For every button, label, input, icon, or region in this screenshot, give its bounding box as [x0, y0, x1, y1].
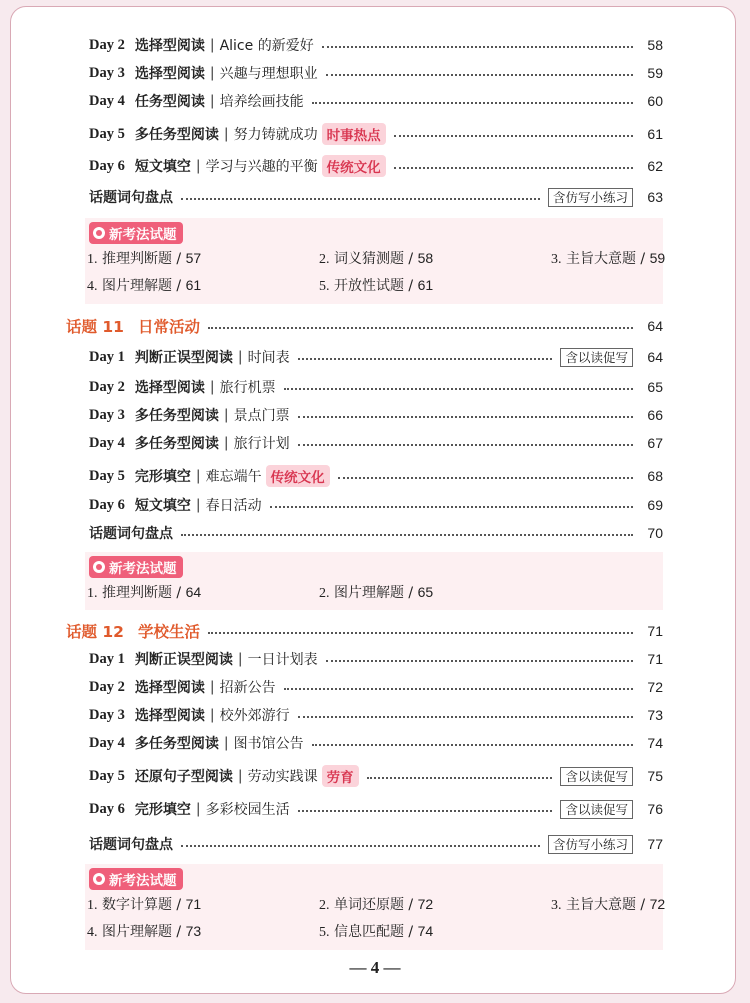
toc-entry-row[interactable]: [89, 376, 663, 398]
item-number: 2.: [319, 586, 330, 601]
note-box: 含以读促写: [560, 800, 633, 819]
new-question-header: [89, 222, 183, 244]
page-number: 59: [647, 65, 663, 81]
new-question-header: [89, 868, 183, 890]
topic-number: 话题 12: [66, 623, 124, 641]
day-label: Day 4: [89, 434, 125, 451]
page-number: 63: [647, 189, 663, 205]
entry-title: 培养绘画技能: [219, 94, 304, 110]
leader-dots: [208, 327, 633, 329]
item-number: 5.: [319, 279, 330, 294]
separator: |: [195, 158, 201, 174]
leader-dots: [326, 74, 633, 76]
reading-type: 选择型阅读: [134, 66, 205, 82]
page-footer: — 4 —: [349, 958, 401, 977]
item-number: 4.: [87, 925, 98, 940]
item-number: 1.: [87, 252, 98, 267]
question-type-item[interactable]: [319, 275, 433, 295]
highlight-tag: 劳育: [322, 765, 359, 787]
summary-row[interactable]: [89, 186, 663, 208]
item-text: 图片理解题 /: [333, 585, 418, 601]
item-page: 59: [649, 250, 666, 266]
toc-entry-row[interactable]: [89, 765, 663, 787]
leader-dots: [284, 688, 633, 690]
question-type-item[interactable]: [319, 894, 433, 914]
toc-entry-row[interactable]: [89, 676, 663, 698]
leader-dots: [298, 358, 553, 360]
leader-dots: [394, 135, 633, 137]
entry-title: 时间表: [247, 350, 290, 366]
item-text: 推理判断题 /: [101, 585, 186, 601]
lightbulb-icon: [93, 227, 105, 239]
item-page: 61: [185, 277, 202, 293]
separator: |: [209, 37, 215, 53]
separator: |: [209, 707, 215, 723]
leader-dots: [284, 388, 633, 390]
item-text: 主旨大意题 /: [565, 251, 650, 267]
reading-type: 选择型阅读: [134, 680, 205, 696]
entry-title: 旅行机票: [219, 380, 276, 396]
item-text: 图片理解题 /: [101, 924, 186, 940]
leader-dots: [181, 845, 540, 847]
summary-row[interactable]: [89, 522, 663, 544]
page-number: 74: [647, 735, 663, 751]
summary-label: 话题词句盘点: [89, 190, 173, 206]
separator: |: [237, 349, 243, 365]
summary-row[interactable]: [89, 833, 663, 855]
leader-dots: [298, 716, 633, 718]
page-number: 58: [647, 37, 663, 53]
new-question-title: 新考法试题: [109, 561, 177, 577]
page-number: 60: [647, 93, 663, 109]
reading-type: 任务型阅读: [134, 94, 205, 110]
entry-title: 劳动实践课: [247, 769, 318, 785]
highlight-tag: 传统文化: [322, 155, 386, 177]
separator: |: [195, 468, 201, 484]
reading-type: 多任务型阅读: [134, 736, 219, 752]
reading-type: 还原句子型阅读: [134, 769, 233, 785]
day-label: Day 3: [89, 406, 125, 423]
reading-type: 多任务型阅读: [134, 127, 219, 143]
question-type-item[interactable]: [87, 582, 201, 602]
page-sheet: [10, 6, 736, 994]
item-number: 4.: [87, 279, 98, 294]
leader-dots: [367, 777, 553, 779]
toc-entry-row[interactable]: [89, 494, 663, 516]
note-box: 含以读促写: [560, 767, 633, 786]
note-box: 含仿写小练习: [548, 188, 633, 207]
entry-title: 景点门票: [233, 408, 290, 424]
reading-type: 选择型阅读: [134, 380, 205, 396]
toc-entry-row[interactable]: [89, 34, 663, 56]
page-number: 64: [647, 318, 663, 334]
page-number: 62: [647, 158, 663, 174]
topic-heading-row[interactable]: [66, 620, 663, 642]
entry-title: 难忘端午: [205, 469, 262, 485]
day-label: Day 2: [89, 378, 125, 395]
item-text: 数字计算题 /: [101, 897, 186, 913]
entry-title: 图书馆公告: [233, 736, 304, 752]
page-number: 72: [647, 679, 663, 695]
reading-type: 选择型阅读: [134, 708, 205, 724]
toc-entry-row[interactable]: [89, 90, 663, 112]
leader-dots: [298, 416, 633, 418]
separator: |: [237, 651, 243, 667]
page-number: 68: [647, 468, 663, 484]
note-box: 含以读促写: [560, 348, 633, 367]
leader-dots: [208, 632, 633, 634]
day-label: Day 5: [89, 125, 125, 142]
leader-dots: [338, 477, 633, 479]
toc-content: [11, 7, 735, 993]
reading-type: 完形填空: [134, 469, 191, 485]
question-type-item[interactable]: [87, 275, 201, 295]
leader-dots: [312, 102, 633, 104]
page-number: 65: [647, 379, 663, 395]
page-number: 73: [647, 707, 663, 723]
reading-type: 判断正误型阅读: [134, 652, 233, 668]
item-page: 73: [185, 923, 202, 939]
item-text: 主旨大意题 /: [565, 897, 650, 913]
day-label: Day 1: [89, 348, 125, 365]
page-number: 77: [647, 836, 663, 852]
day-label: Day 1: [89, 650, 125, 667]
reading-type: 短文填空: [134, 159, 191, 175]
new-question-header: [89, 556, 183, 578]
toc-entry-row[interactable]: [89, 346, 663, 368]
day-label: Day 4: [89, 734, 125, 751]
toc-entry-row[interactable]: [89, 123, 663, 145]
entry-title: 多彩校园生活: [205, 802, 290, 818]
highlight-tag: 传统文化: [266, 465, 330, 487]
separator: |: [209, 93, 215, 109]
summary-label: 话题词句盘点: [89, 837, 173, 853]
toc-entry-row[interactable]: [89, 798, 663, 820]
toc-entry-row[interactable]: [89, 465, 663, 487]
entry-title: 旅行计划: [233, 436, 290, 452]
item-text: 图片理解题 /: [101, 278, 186, 294]
question-type-item[interactable]: [319, 921, 433, 941]
item-text: 词义猜测题 /: [333, 251, 418, 267]
item-page: 72: [649, 896, 666, 912]
item-page: 61: [417, 277, 434, 293]
toc-entry-row[interactable]: [89, 732, 663, 754]
item-text: 推理判断题 /: [101, 251, 186, 267]
leader-dots: [270, 506, 633, 508]
item-number: 3.: [551, 252, 562, 267]
topic-name: 日常活动: [137, 318, 200, 336]
new-question-box: [85, 864, 666, 950]
entry-title: 努力铸就成功: [233, 127, 318, 143]
new-question-box: [85, 552, 663, 610]
toc-entry-row[interactable]: [89, 648, 663, 670]
page-number: 70: [647, 525, 663, 541]
summary-label: 话题词句盘点: [89, 526, 173, 542]
page-number: 66: [647, 407, 663, 423]
reading-type: 选择型阅读: [134, 38, 205, 54]
page-number: 71: [647, 651, 663, 667]
separator: |: [209, 379, 215, 395]
page-number: 67: [647, 435, 663, 451]
item-page: 74: [417, 923, 434, 939]
entry-title: Alice 的新爱好: [219, 38, 314, 54]
new-question-box: [85, 218, 666, 304]
day-label: Day 6: [89, 496, 125, 513]
leader-dots: [298, 810, 553, 812]
toc-entry-row[interactable]: [89, 62, 663, 84]
reading-type: 判断正误型阅读: [134, 350, 233, 366]
day-label: Day 5: [89, 467, 125, 484]
separator: |: [209, 679, 215, 695]
question-type-item[interactable]: [319, 582, 433, 602]
item-number: 1.: [87, 586, 98, 601]
day-label: Day 6: [89, 157, 125, 174]
toc-entry-row[interactable]: [89, 704, 663, 726]
topic-heading-row[interactable]: [66, 315, 663, 337]
toc-entry-row[interactable]: [89, 155, 663, 177]
page-number: 76: [647, 801, 663, 817]
topic-name: 学校生活: [137, 623, 200, 641]
leader-dots: [394, 167, 633, 169]
question-type-item[interactable]: [551, 894, 665, 914]
entry-title: 校外郊游行: [219, 708, 290, 724]
item-page: 65: [417, 584, 434, 600]
topic-number: 话题 11: [66, 318, 124, 336]
leader-dots: [181, 198, 540, 200]
reading-type: 多任务型阅读: [134, 436, 219, 452]
separator: |: [195, 801, 201, 817]
day-label: Day 3: [89, 706, 125, 723]
entry-title: 学习与兴趣的平衡: [205, 159, 318, 175]
question-type-item[interactable]: [319, 248, 433, 268]
question-type-item[interactable]: [87, 894, 201, 914]
reading-type: 多任务型阅读: [134, 408, 219, 424]
entry-title: 兴趣与理想职业: [219, 66, 318, 82]
item-page: 57: [185, 250, 202, 266]
day-label: Day 4: [89, 92, 125, 109]
leader-dots: [298, 444, 633, 446]
reading-type: 短文填空: [134, 498, 191, 514]
day-label: Day 6: [89, 800, 125, 817]
question-type-item[interactable]: [87, 248, 201, 268]
separator: |: [209, 65, 215, 81]
item-number: 3.: [551, 898, 562, 913]
item-page: 72: [417, 896, 434, 912]
separator: |: [223, 735, 229, 751]
entry-title: 招新公告: [219, 680, 276, 696]
day-label: Day 5: [89, 767, 125, 784]
page-number: 71: [647, 623, 663, 639]
lightbulb-icon: [93, 873, 105, 885]
item-number: 2.: [319, 252, 330, 267]
item-number: 5.: [319, 925, 330, 940]
day-label: Day 2: [89, 36, 125, 53]
toc-entry-row[interactable]: [89, 404, 663, 426]
item-number: 1.: [87, 898, 98, 913]
item-page: 64: [185, 584, 202, 600]
separator: |: [223, 407, 229, 423]
day-label: Day 2: [89, 678, 125, 695]
item-page: 58: [417, 250, 434, 266]
separator: |: [237, 768, 243, 784]
page-number: 69: [647, 497, 663, 513]
new-question-title: 新考法试题: [109, 873, 177, 889]
reading-type: 完形填空: [134, 802, 191, 818]
item-text: 单词还原题 /: [333, 897, 418, 913]
page-number: 75: [647, 768, 663, 784]
page-number: 64: [647, 349, 663, 365]
page-number: 61: [647, 126, 663, 142]
item-text: 信息匹配题 /: [333, 924, 418, 940]
question-type-item[interactable]: [551, 248, 665, 268]
item-text: 开放性试题 /: [333, 278, 418, 294]
leader-dots: [322, 46, 633, 48]
leader-dots: [181, 534, 633, 536]
day-label: Day 3: [89, 64, 125, 81]
item-page: 71: [185, 896, 202, 912]
leader-dots: [326, 660, 633, 662]
toc-entry-row[interactable]: [89, 432, 663, 454]
item-number: 2.: [319, 898, 330, 913]
new-question-title: 新考法试题: [109, 227, 177, 243]
entry-title: 一日计划表: [247, 652, 318, 668]
separator: |: [195, 497, 201, 513]
highlight-tag: 时事热点: [322, 123, 386, 145]
entry-title: 春日活动: [205, 498, 262, 514]
separator: |: [223, 126, 229, 142]
separator: |: [223, 435, 229, 451]
lightbulb-icon: [93, 561, 105, 573]
question-type-item[interactable]: [87, 921, 201, 941]
leader-dots: [312, 744, 633, 746]
note-box: 含仿写小练习: [548, 835, 633, 854]
